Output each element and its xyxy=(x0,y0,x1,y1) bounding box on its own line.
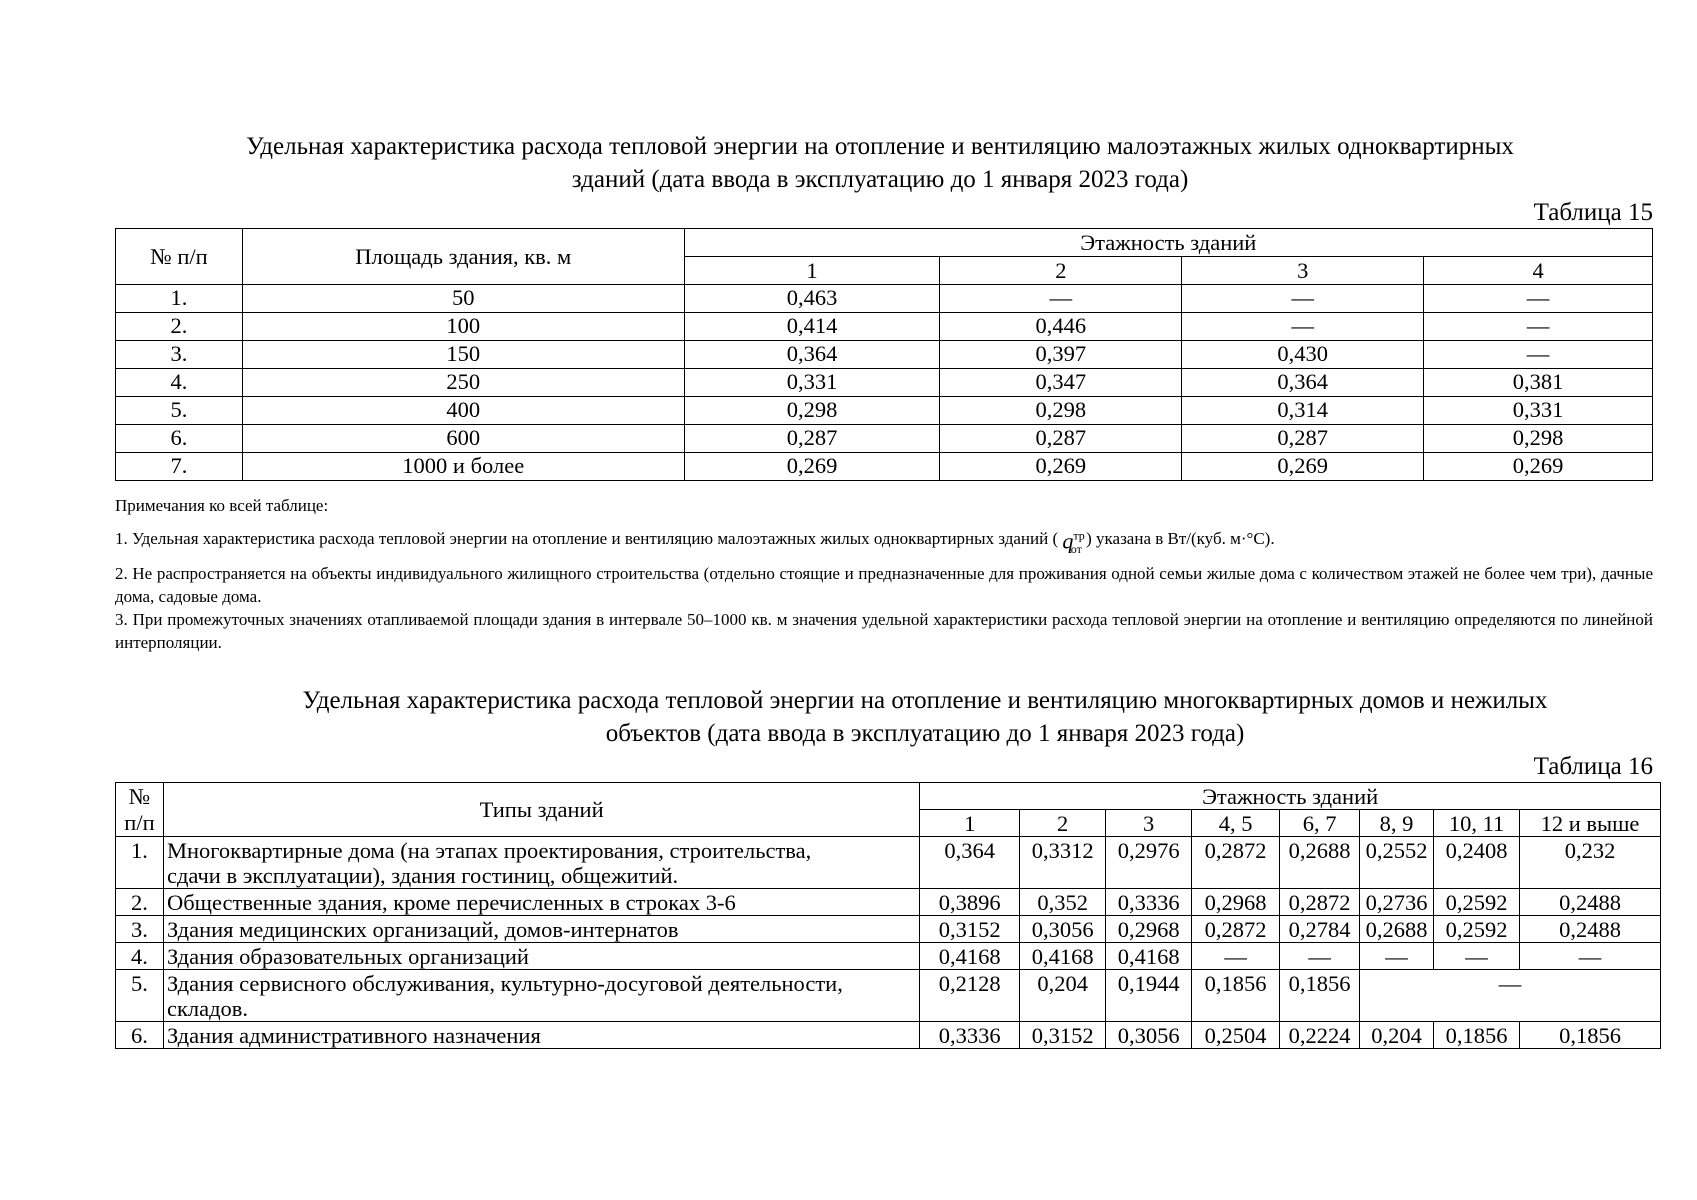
row-area: 100 xyxy=(242,313,684,341)
table16-floor-col: 8, 9 xyxy=(1360,810,1434,837)
row-value: 0,3152 xyxy=(920,916,1020,943)
row-value: — xyxy=(1280,943,1360,970)
table15-floor-col: 3 xyxy=(1182,257,1424,285)
table-row xyxy=(116,1022,1661,1049)
table-row xyxy=(116,369,1653,397)
row-value: 0,463 xyxy=(684,285,940,313)
row-num: 1. xyxy=(116,837,164,889)
table15 xyxy=(115,228,1653,481)
row-area: 1000 и более xyxy=(242,453,684,481)
row-value: 0,2504 xyxy=(1192,1022,1280,1049)
row-value: 0,314 xyxy=(1182,397,1424,425)
row-value: 0,3056 xyxy=(1106,1022,1192,1049)
row-value: 0,2592 xyxy=(1434,889,1520,916)
table15-floor-col: 2 xyxy=(940,257,1182,285)
row-value: 0,397 xyxy=(940,341,1182,369)
row-area: 150 xyxy=(242,341,684,369)
row-value: — xyxy=(1182,313,1424,341)
row-value: 0,2872 xyxy=(1192,837,1280,889)
note-1-text-before: 1. Удельная характеристика расхода тепловой энергии на отопление и вентиляцию малоэтажных жилых одноквартирных зданий ( xyxy=(115,529,1059,548)
table16-floor-col: 1 xyxy=(920,810,1020,837)
row-num: 2. xyxy=(116,889,164,916)
row-value: 0,2592 xyxy=(1434,916,1520,943)
row-value: 0,4168 xyxy=(1106,943,1192,970)
row-value: 0,269 xyxy=(940,453,1182,481)
row-value: 0,298 xyxy=(684,397,940,425)
row-value: 0,2552 xyxy=(1360,837,1434,889)
q-letter: q xyxy=(1062,528,1074,553)
row-value: 0,3056 xyxy=(1020,916,1106,943)
table15-title xyxy=(150,130,1610,196)
row-value: — xyxy=(1434,943,1520,970)
row-num: 5. xyxy=(116,397,243,425)
table-row xyxy=(116,837,1661,889)
table16-floor-col: 12 и выше xyxy=(1520,810,1661,837)
row-value: 0,232 xyxy=(1520,837,1661,889)
row-value: 0,4168 xyxy=(1020,943,1106,970)
row-value: — xyxy=(1182,285,1424,313)
row-num: 3. xyxy=(116,916,164,943)
row-num: 4. xyxy=(116,369,243,397)
row-num: 6. xyxy=(116,425,243,453)
q-superscript: тр xyxy=(1073,528,1085,543)
table-row xyxy=(116,425,1653,453)
row-value: 0,287 xyxy=(1182,425,1424,453)
row-area: 250 xyxy=(242,369,684,397)
table16-title-line2: объектов (дата ввода в эксплуатацию до 1 января 2023 года) xyxy=(605,720,1245,747)
row-type: Здания медицинских организаций, домов-интернатов xyxy=(163,916,919,943)
row-value: 0,287 xyxy=(684,425,940,453)
row-value: — xyxy=(1192,943,1280,970)
row-type: Общественные здания, кроме перечисленных в строках 3-6 xyxy=(163,889,919,916)
table16-title xyxy=(195,684,1655,750)
table15-title-line1: Удельная характеристика расхода тепловой энергии на отопление и вентиляцию малоэтажных жилых одноквартирных xyxy=(246,133,1514,160)
row-type-line1: Многоквартирные дома (на этапах проектирования, строительства, xyxy=(166,838,812,863)
row-num: 4. xyxy=(116,943,164,970)
table-row xyxy=(116,453,1653,481)
row-value: 0,2688 xyxy=(1280,837,1360,889)
q-symbol xyxy=(1062,528,1085,557)
row-value: 0,3312 xyxy=(1020,837,1106,889)
row-value: 0,3152 xyxy=(1020,1022,1106,1049)
row-value: — xyxy=(1520,943,1661,970)
row-value: 0,2968 xyxy=(1106,916,1192,943)
row-value: 0,204 xyxy=(1020,970,1106,1022)
row-value: 0,3336 xyxy=(920,1022,1020,1049)
q-subscript: от xyxy=(1070,542,1082,557)
row-value: 0,2488 xyxy=(1520,916,1661,943)
table16-floor-col: 3 xyxy=(1106,810,1192,837)
row-type-line2: сдачи в эксплуатации), здания гостиниц, общежитий. xyxy=(166,863,679,888)
row-num: 6. xyxy=(116,1022,164,1049)
row-value: 0,2968 xyxy=(1192,889,1280,916)
table-row xyxy=(116,341,1653,369)
table15-notes xyxy=(115,494,1653,654)
table15-label: Таблица 15 xyxy=(1533,199,1653,226)
row-num: 3. xyxy=(116,341,243,369)
row-value: 0,287 xyxy=(940,425,1182,453)
row-value: 0,269 xyxy=(1424,453,1653,481)
row-value: 0,3336 xyxy=(1106,889,1192,916)
row-area: 50 xyxy=(242,285,684,313)
notes-heading: Примечания ко всей таблице: xyxy=(115,496,329,515)
table15-header-num: № п/п xyxy=(116,229,243,285)
table-row xyxy=(116,970,1661,1022)
row-value: 0,1856 xyxy=(1280,970,1360,1022)
table16-header-floors: Этажность зданий xyxy=(920,783,1661,810)
row-num: 2. xyxy=(116,313,243,341)
row-value: 0,364 xyxy=(1182,369,1424,397)
table16 xyxy=(115,782,1661,1049)
note-1 xyxy=(115,527,1653,556)
row-value: 0,2688 xyxy=(1360,916,1434,943)
row-value: 0,446 xyxy=(940,313,1182,341)
row-value: 0,2224 xyxy=(1280,1022,1360,1049)
row-value: — xyxy=(1424,313,1653,341)
note-1-text-after: ) указана в Вт/(куб. м·°С). xyxy=(1086,529,1275,548)
table16-floor-col: 6, 7 xyxy=(1280,810,1360,837)
row-area: 600 xyxy=(242,425,684,453)
row-value: 0,331 xyxy=(684,369,940,397)
row-value: 0,4168 xyxy=(920,943,1020,970)
table-row xyxy=(116,313,1653,341)
row-value: 0,298 xyxy=(940,397,1182,425)
table16-header-num-line1: № xyxy=(116,783,164,810)
row-num: 7. xyxy=(116,453,243,481)
row-value: 0,3896 xyxy=(920,889,1020,916)
row-value: 0,364 xyxy=(920,837,1020,889)
table-row xyxy=(116,889,1661,916)
table15-title-line2: зданий (дата ввода в эксплуатацию до 1 января 2023 года) xyxy=(571,166,1189,193)
table-row xyxy=(116,397,1653,425)
row-type xyxy=(163,970,919,1022)
row-type-line1: Здания сервисного обслуживания, культурно-досуговой деятельности, xyxy=(166,971,843,996)
row-area: 400 xyxy=(242,397,684,425)
row-value: — xyxy=(940,285,1182,313)
row-value: 0,269 xyxy=(684,453,940,481)
row-value: 0,269 xyxy=(1182,453,1424,481)
row-value: 0,2736 xyxy=(1360,889,1434,916)
row-value: 0,1856 xyxy=(1520,1022,1661,1049)
row-value: 0,2488 xyxy=(1520,889,1661,916)
table15-floor-col: 1 xyxy=(684,257,940,285)
table16-floor-col: 4, 5 xyxy=(1192,810,1280,837)
row-type: Здания административного назначения xyxy=(163,1022,919,1049)
row-value: 0,204 xyxy=(1360,1022,1434,1049)
row-value: 0,347 xyxy=(940,369,1182,397)
table-row xyxy=(116,916,1661,943)
row-value: 0,430 xyxy=(1182,341,1424,369)
row-value: — xyxy=(1424,341,1653,369)
note-2: 2. Не распространяется на объекты индивидуального жилищного строительства (отдельно стоящие и предназначенные для проживания одной семьи жилые дома с количеством этажей не более чем три), дачные дома, садовые дома. xyxy=(115,564,1653,607)
row-value: 0,2784 xyxy=(1280,916,1360,943)
row-value: 0,2128 xyxy=(920,970,1020,1022)
row-num: 1. xyxy=(116,285,243,313)
note-3: 3. При промежуточных значениях отапливаемой площади здания в интервале 50–1000 кв. м значения удельной характеристики расхода тепловой энергии на отопление и вентиляцию определяются по линейной интерполяции. xyxy=(115,610,1653,653)
row-value: 0,2408 xyxy=(1434,837,1520,889)
row-value: 0,1944 xyxy=(1106,970,1192,1022)
table15-header-area: Площадь здания, кв. м xyxy=(242,229,684,285)
row-value: 0,1856 xyxy=(1434,1022,1520,1049)
row-value-merged: — xyxy=(1360,970,1661,1022)
row-num: 5. xyxy=(116,970,164,1022)
row-value: 0,298 xyxy=(1424,425,1653,453)
row-value: 0,331 xyxy=(1424,397,1653,425)
row-value: — xyxy=(1424,285,1653,313)
table16-floor-col: 10, 11 xyxy=(1434,810,1520,837)
row-type-line2: складов. xyxy=(166,996,249,1021)
table16-title-line1: Удельная характеристика расхода тепловой энергии на отопление и вентиляцию многоквартирных домов и нежилых xyxy=(302,687,1548,714)
table-row xyxy=(116,943,1661,970)
row-value: 0,1856 xyxy=(1192,970,1280,1022)
table15-header-floors: Этажность зданий xyxy=(684,229,1652,257)
row-value: 0,2872 xyxy=(1280,889,1360,916)
table16-header-num-line2: п/п xyxy=(116,810,164,837)
table16-label: Таблица 16 xyxy=(1533,753,1653,780)
table15-floor-col: 4 xyxy=(1424,257,1653,285)
row-type xyxy=(163,837,919,889)
row-value: 0,352 xyxy=(1020,889,1106,916)
row-value: 0,2976 xyxy=(1106,837,1192,889)
row-value: 0,364 xyxy=(684,341,940,369)
table16-floor-col: 2 xyxy=(1020,810,1106,837)
table-row xyxy=(116,285,1653,313)
row-type: Здания образовательных организаций xyxy=(163,943,919,970)
row-value: — xyxy=(1360,943,1434,970)
row-value: 0,414 xyxy=(684,313,940,341)
row-value: 0,381 xyxy=(1424,369,1653,397)
table16-header-types: Типы зданий xyxy=(163,783,919,837)
row-value: 0,2872 xyxy=(1192,916,1280,943)
